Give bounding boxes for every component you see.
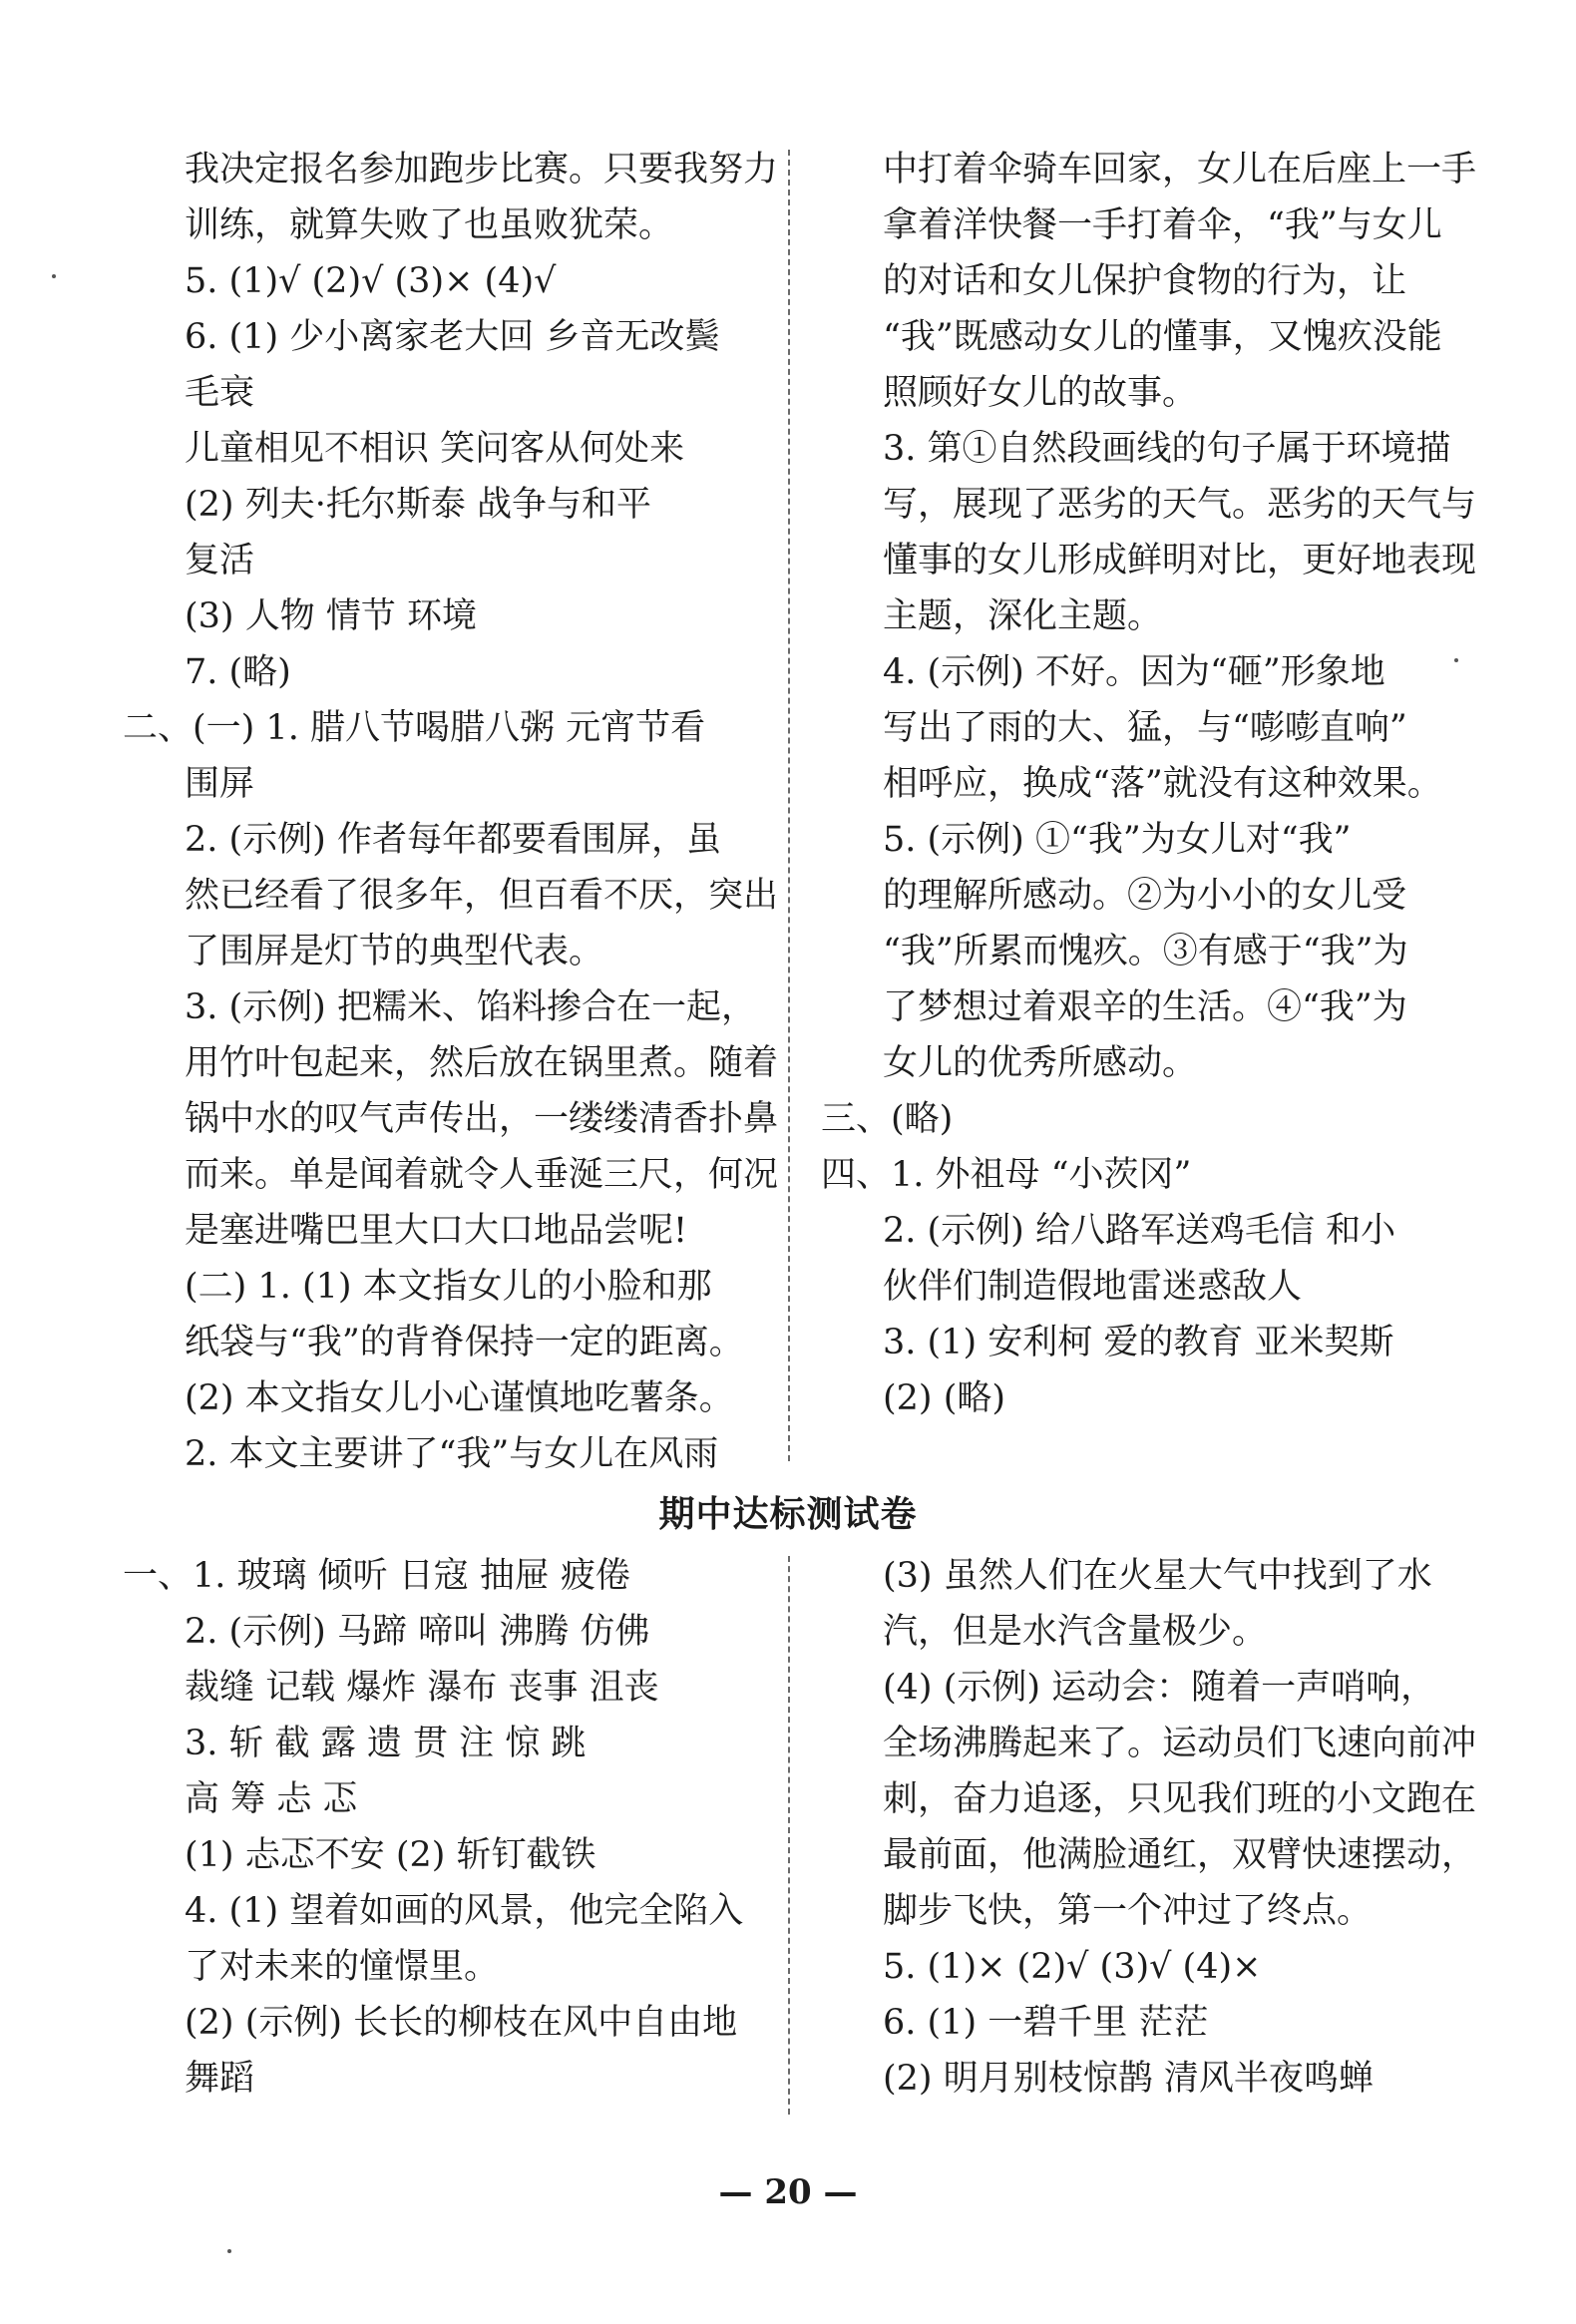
text-line: (1) 忐忑不安 (2) 斩钉截铁 — [185, 1835, 596, 1875]
text-line: 而来。单是闻着就令人垂涎三尺，何况 — [185, 1155, 779, 1195]
text-line: 4. (1) 望着如画的风景，他完全陷入 — [185, 1891, 744, 1931]
column-divider — [788, 1556, 790, 2115]
text-line: 3. 第①自然段画线的句子属于环境描 — [883, 429, 1451, 469]
text-line: 了梦想过着艰辛的生活。④“我”为 — [883, 987, 1407, 1027]
text-line: 主题，深化主题。 — [883, 596, 1163, 636]
text-line: (3) 虽然人们在火星大气中找到了水 — [883, 1556, 1432, 1596]
text-line: (2) 列夫·托尔斯泰 战争与和平 — [185, 485, 651, 525]
text-line: 懂事的女儿形成鲜明对比，更好地表现 — [883, 541, 1477, 581]
text-line: 中打着伞骑车回家，女儿在后座上一手 — [883, 150, 1477, 190]
text-line: 照顾好女儿的故事。 — [883, 373, 1198, 413]
text-line: 锅中水的叹气声传出，一缕缕清香扑鼻 — [185, 1099, 779, 1139]
text-line: 我决定报名参加跑步比赛。只要我努力 — [185, 150, 779, 190]
text-line: 拿着洋快餐一手打着伞，“我”与女儿 — [883, 205, 1442, 245]
text-line: 的理解所感动。②为小小的女儿受 — [883, 876, 1407, 916]
text-line: 相呼应，换成“落”就没有这种效果。 — [883, 764, 1442, 804]
text-line: (3) 人物 情节 环境 — [185, 596, 477, 636]
text-line: 高 筹 忐 忑 — [185, 1779, 358, 1819]
text-line: 3. 斩 截 露 遗 贯 注 惊 跳 — [185, 1724, 587, 1763]
section-heading-line: 三、(略) — [821, 1099, 954, 1139]
text-line: 6. (1) 一碧千里 茫茫 — [883, 2003, 1209, 2043]
text-line: (4) (示例) 运动会：随着一声哨响， — [883, 1668, 1436, 1708]
text-line: 纸袋与“我”的背脊保持一定的距离。 — [185, 1323, 744, 1362]
text-line: 毛衰 — [185, 373, 255, 413]
text-line: (二) 1. (1) 本文指女儿的小脸和那 — [185, 1267, 712, 1307]
text-line: 3. (示例) 把糯米、馅料掺合在一起， — [185, 987, 756, 1027]
text-line: 复活 — [185, 541, 255, 581]
bottom-right-column — [883, 1548, 1481, 2107]
text-line: 4. (示例) 不好。因为“砸”形象地 — [883, 652, 1385, 692]
section-heading-line: 四、1. 外祖母 “小茨冈” — [821, 1155, 1192, 1195]
text-line: 训练，就算失败了也虽败犹荣。 — [185, 205, 674, 245]
text-line: 最前面，他满脸通红，双臂快速摆动， — [883, 1835, 1477, 1875]
text-line: “我”所累而愧疚。③有感于“我”为 — [883, 932, 1408, 971]
text-line: (2) 本文指女儿小心谨慎地吃薯条。 — [185, 1378, 734, 1418]
section-heading-line: 二、(一) 1. 腊八节喝腊八粥 元宵节看 — [123, 708, 706, 748]
section-title: 期中达标测试卷 — [658, 1494, 918, 1535]
bottom-left-column — [123, 1548, 783, 2107]
text-line: 用竹叶包起来，然后放在锅里煮。随着 — [185, 1043, 779, 1083]
text-line: 2. 本文主要讲了“我”与女儿在风雨 — [185, 1434, 719, 1474]
text-line: 然已经看了很多年，但百看不厌，突出 — [185, 876, 779, 916]
text-line: 写，展现了恶劣的天气。恶劣的天气与 — [883, 485, 1477, 525]
text-line: 刺，奋力追逐，只见我们班的小文跑在 — [883, 1779, 1477, 1819]
text-line: (2) (略) — [883, 1378, 1006, 1418]
column-divider — [788, 150, 790, 1461]
answer-line: 7. (略) — [185, 652, 291, 692]
text-line: (2) (示例) 长长的柳枝在风中自由地 — [185, 2003, 738, 2043]
text-line: 裁缝 记载 爆炸 瀑布 丧事 沮丧 — [185, 1668, 659, 1708]
text-line: 的对话和女儿保护食物的行为，让 — [883, 261, 1407, 301]
text-line: 2. (示例) 给八路军送鸡毛信 和小 — [883, 1211, 1396, 1251]
text-line: 全场沸腾起来了。运动员们飞速向前冲 — [883, 1724, 1477, 1763]
text-line: 写出了雨的大、猛，与“嘭嘭直响” — [883, 708, 1407, 748]
text-line: 3. (1) 安利柯 爱的教育 亚米契斯 — [883, 1323, 1394, 1362]
answer-line: 6. (1) 少小离家老大回 乡音无改鬓 — [185, 317, 720, 357]
text-line: 2. (示例) 马蹄 啼叫 沸腾 仿佛 — [185, 1612, 650, 1652]
top-right-column — [821, 142, 1481, 1426]
text-line: 围屏 — [185, 764, 255, 804]
answer-line: 5. (1)× (2)√ (3)√ (4)× — [883, 1947, 1262, 1987]
text-line: 汽，但是水汽含量极少。 — [883, 1612, 1268, 1652]
text-line: 是塞进嘴巴里大口大口地品尝呢! — [185, 1211, 688, 1251]
section-heading-line: 一、1. 玻璃 倾听 日寇 抽屉 疲倦 — [123, 1556, 631, 1596]
scan-speck — [52, 274, 56, 278]
text-line: 了对未来的憧憬里。 — [185, 1947, 500, 1987]
text-line: 舞蹈 — [185, 2059, 255, 2099]
scan-speck — [1454, 658, 1458, 662]
scan-speck — [227, 2249, 231, 2253]
text-line: 伙伴们制造假地雷迷惑敌人 — [883, 1267, 1303, 1307]
text-line: 脚步飞快，第一个冲过了终点。 — [883, 1891, 1373, 1931]
text-line: 儿童相见不相识 笑问客从何处来 — [185, 429, 685, 469]
text-line: “我”既感动女儿的懂事，又愧疚没能 — [883, 317, 1442, 357]
text-line: 2. (示例) 作者每年都要看围屏，虽 — [185, 820, 721, 860]
text-line: (2) 明月别枝惊鹊 清风半夜鸣蝉 — [883, 2059, 1374, 2099]
top-left-column — [123, 142, 783, 1482]
answer-line: 5. (1)√ (2)√ (3)× (4)√ — [185, 261, 557, 301]
text-line: 女儿的优秀所感动。 — [883, 1043, 1198, 1083]
page-number: — 20 — — [718, 2172, 858, 2212]
text-line: 了围屏是灯节的典型代表。 — [185, 932, 604, 971]
text-line: 5. (示例) ①“我”为女儿对“我” — [883, 820, 1352, 860]
